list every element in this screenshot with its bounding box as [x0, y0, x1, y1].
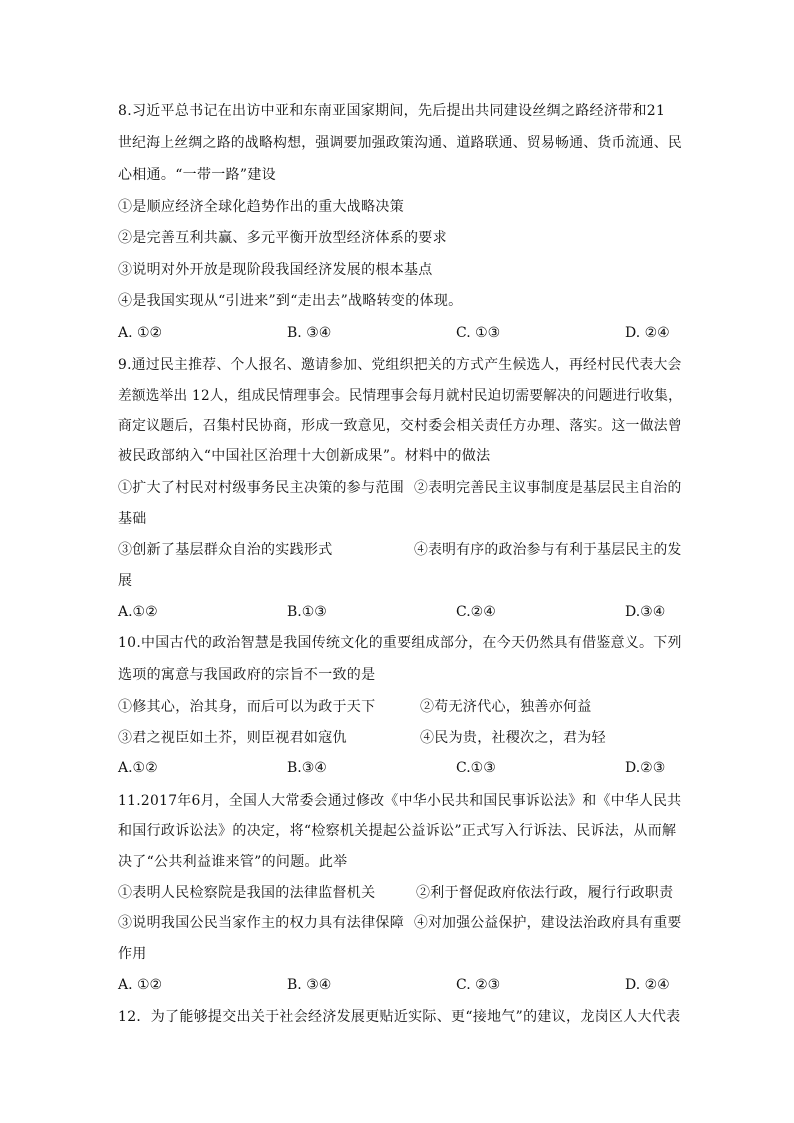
q11-item-4-continued: 作用 — [118, 946, 147, 962]
q12-stem-line-1: 12．为了能够提交出关于社会经济发展更贴近实际、更“接地气”的建议，龙岗区人大代表 — [118, 1009, 681, 1025]
q8-option-d[interactable]: D. ②④ — [625, 325, 670, 341]
q9-item-1: ①扩大了村民对村级事务民主决策的参与范围 — [118, 480, 404, 496]
q10-item-1: ①修其心，治其身，而后可以为政于天下 — [118, 699, 376, 715]
q9-stem-line-3: 商定议题后，召集村民协商，形成一致意见，交村委会相关责任方办理、落实。这一做法曾 — [118, 418, 682, 434]
q9-item-4-continued: 展 — [118, 573, 133, 589]
q8-option-b[interactable]: B. ③④ — [287, 325, 332, 341]
q8-item-1: ①是顺应经济全球化趋势作出的重大战略决策 — [118, 199, 404, 215]
q11-item-1: ①表明人民检察院是我国的法律监督机关 — [118, 885, 376, 901]
q8-stem-line-3: 心相通。“一带一路”建设 — [118, 167, 276, 183]
q11-item-3: ③说明我国公民当家作主的权力具有法律保障 — [118, 915, 404, 931]
q9-option-b[interactable]: B.①③ — [287, 604, 327, 620]
q11-option-c[interactable]: C. ②③ — [456, 977, 501, 993]
q8-option-a[interactable]: A. ①② — [118, 325, 163, 341]
q9-item-4: ④表明有序的政治参与有利于基层民主的发 — [414, 542, 682, 558]
q9-option-d[interactable]: D.③④ — [625, 604, 666, 620]
q11-stem-line-3: 决了“公共利益谁来管”的问题。此举 — [118, 854, 348, 870]
q11-item-2: ②利于督促政府依法行政，履行行政职责 — [416, 885, 674, 901]
q8-item-3: ③说明对外开放是现阶段我国经济发展的根本基点 — [118, 262, 433, 278]
q10-option-a[interactable]: A.①② — [118, 760, 158, 776]
q9-option-c[interactable]: C.②④ — [456, 604, 496, 620]
q10-stem-line-2: 选项的寓意与我国政府的宗旨不一致的是 — [118, 667, 376, 683]
q9-option-a[interactable]: A.①② — [118, 604, 158, 620]
q10-option-d[interactable]: D.②③ — [625, 760, 666, 776]
q8-item-4: ④是我国实现从“引进来”到“走出去”战略转变的体现。 — [118, 293, 463, 309]
q8-stem-line-2: 世纪海上丝绸之路的战略构想，强调要加强政策沟通、道路联通、贸易畅通、货币流通、民 — [118, 135, 682, 151]
q11-stem-line-2: 和国行政诉讼法》的决定，将“检察机关提起公益诉讼”正式写入行诉法、民诉法，从而解 — [118, 823, 677, 839]
q9-stem-line-4: 被民政部纳入“中国社区治理十大创新成果”。材料中的做法 — [118, 448, 491, 464]
q10-item-3: ③君之视臣如土芥，则臣视君如寇仇 — [118, 730, 347, 746]
q9-stem-line-2: 差额选举出 12人，组成民情理事会。民情理事会每月就村民迫切需要解决的问题进行收集， — [118, 388, 683, 404]
q10-option-b[interactable]: B.③④ — [287, 760, 327, 776]
q11-option-d[interactable]: D. ②④ — [625, 977, 670, 993]
q8-item-2: ②是完善互利共赢、多元平衡开放型经济体系的要求 — [118, 230, 447, 246]
q11-option-b[interactable]: B. ③④ — [287, 977, 332, 993]
q9-stem-line-1: 9.通过民主推荐、个人报名、邀请参加、党组织把关的方式产生候选人，再经村民代表大会 — [118, 357, 682, 373]
q10-item-4: ④民为贵，社稷次之，君为轻 — [420, 730, 606, 746]
q8-stem-line-1: 8.习近平总书记在出访中亚和东南亚国家期间，先后提出共同建设丝绸之路经济带和21 — [118, 103, 666, 119]
q9-item-2: ②表明完善民主议事制度是基层民主自治的 — [414, 480, 682, 496]
q10-item-2: ②苟无济代心，独善亦何益 — [420, 699, 592, 715]
q10-option-c[interactable]: C.①③ — [456, 760, 496, 776]
q11-stem-line-1: 11.2017年6月，全国人大常委会通过修改《中华小民共和国民事诉讼法》和《中华人民共 — [118, 793, 682, 809]
q9-item-2-continued: 基础 — [118, 511, 147, 527]
q11-option-a[interactable]: A. ①② — [118, 977, 163, 993]
q9-item-3: ③创新了基层群众自治的实践形式 — [118, 542, 333, 558]
q10-stem-line-1: 10.中国古代的政治智慧是我国传统文化的重要组成部分，在今天仍然具有借鉴意义。下列 — [118, 635, 682, 651]
q11-item-4: ④对加强公益保护，建设法治政府具有重要 — [414, 915, 682, 931]
q8-option-c[interactable]: C. ①③ — [456, 325, 501, 341]
